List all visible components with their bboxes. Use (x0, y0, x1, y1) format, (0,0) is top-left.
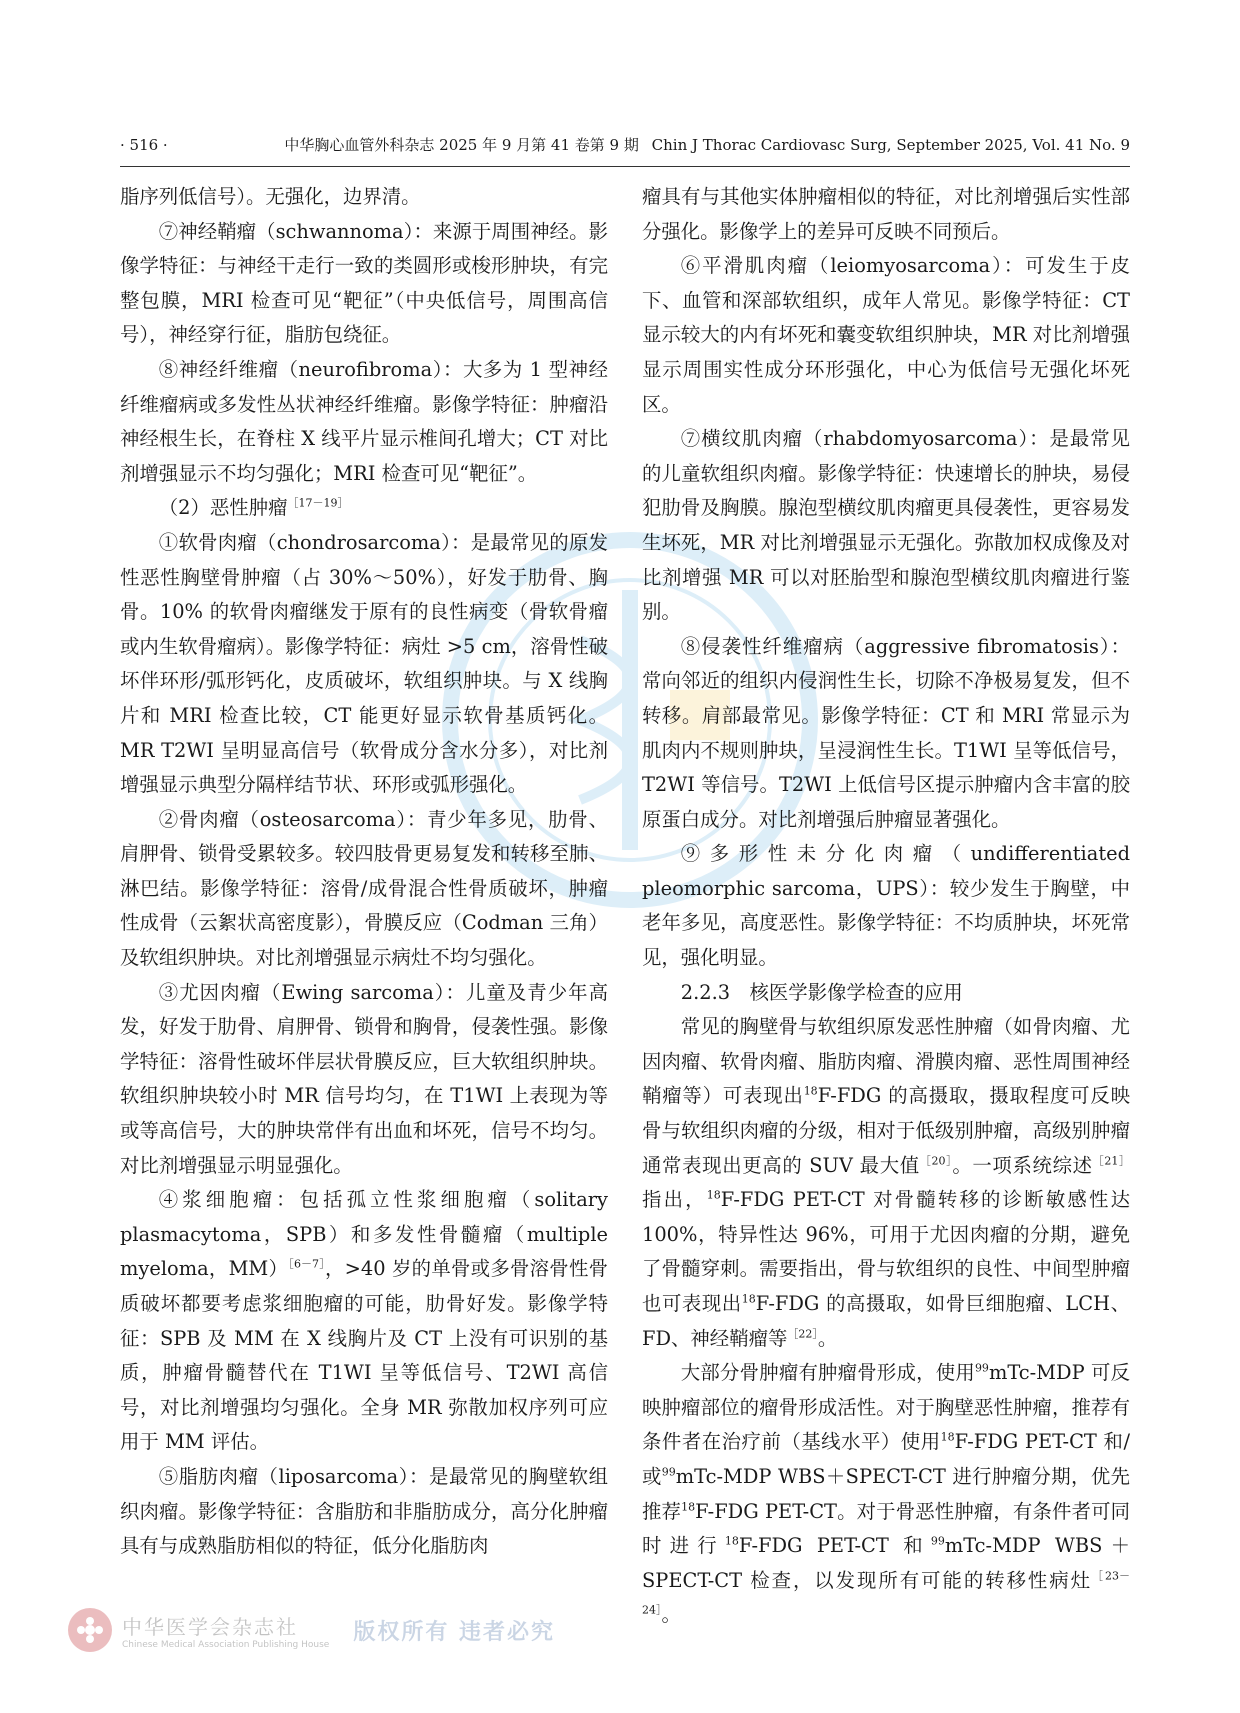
journal-cn: 中华胸心血管外科杂志 2025 年 9 月第 41 卷第 9 期 (284, 136, 639, 154)
text-run: 大部分骨肿瘤有肿瘤骨形成，使用 (680, 1361, 975, 1385)
text-run: 。 (661, 1603, 681, 1627)
subheading-text: （2）恶性肿瘤 (158, 496, 288, 520)
section-heading-2-2-3: 2.2.3 核医学影像学检查的应用 (680, 980, 963, 1004)
paragraph: 脂序列低信号）。无强化，边界清。 (120, 185, 421, 208)
flower-icon (75, 1615, 105, 1645)
paragraph-fdg-uptake (642, 1010, 1130, 1356)
text-run: F-FDG PET-CT。对于骨恶性肿瘤，有条件者可同时进行 (642, 1499, 1131, 1558)
superscript: 99 (930, 1534, 945, 1548)
text-run: mTc-MDP 可反映肿瘤部位的瘤骨形成活性。对于胸壁恶性肿瘤，推荐有条件者在治疗前（基线水平）使用 (642, 1361, 1130, 1454)
paragraph-chondrosarcoma: ①软骨肉瘤（chondrosarcoma）：是最常见的原发性恶性胸壁骨肿瘤（占 30%～50%），好发于肋骨、胸骨。10% 的软骨肉瘤继发于原有的良性病变（骨软骨瘤或内生软骨瘤病）。影像学特征：病灶 >5 cm，溶骨性破坏伴环形/弧形钙化，皮质破坏，软组织肿块。与 X 线胸片和 MRI 检查比较，CT 能更好显示软骨基质钙化。MR T2WI 呈明显高信号（软骨成分含水分多），对比剂增强显示典型分隔样结节状、环形或弧形强化。 (120, 530, 608, 797)
text-run: 指出， (642, 1188, 707, 1212)
journal-en: Chin J Thorac Cardiovasc Surg, September 2025, Vol. 41 No. 9 (651, 136, 1130, 154)
text-run: F-FDG PET-CT 和/或 (642, 1430, 1130, 1488)
publisher-names (122, 1611, 329, 1650)
flower-seal-icon (68, 1608, 112, 1652)
text-run: mTc-MDP WBS＋SPECT-CT 检查，以发现所有可能的转移性病灶 (642, 1534, 1130, 1592)
text-run: F-FDG PET-CT 对骨髓转移的诊断敏感性达 100%，特异性达 96%，可用于尤因肉瘤的分期，避免了骨髓穿刺。需要指出，骨与软组织的良性、中间型肿瘤也可表现出 (642, 1188, 1130, 1315)
publisher-cn: 中华医学会杂志社 (122, 1614, 298, 1639)
superscript: 99 (661, 1465, 676, 1479)
paragraph: 瘤具有与其他实体肿瘤相似的特征，对比剂增强后实性部分强化。影像学上的差异可反映不同预后。 (642, 185, 1130, 243)
text-run: F-FDG 的高摄取，如骨巨细胞瘤、LCH、FD、神经鞘瘤等 (642, 1292, 1130, 1350)
paragraph-mdp (642, 1356, 1130, 1633)
superscript: 18 (940, 1430, 955, 1444)
text-run: ，>40 岁的单骨或多骨溶骨性骨质破坏都要考虑浆细胞瘤的可能，肋骨好发。影像学特征：SPB 及 MM 在 X 线胸片及 CT 上没有可识别的基质，肿瘤骨髓替代在 T1WI 呈等低信号、T2WI 高信号，对比剂增强均匀强化。全身 MR 弥散加权序列可应用于 MM 评估。 (120, 1257, 608, 1454)
superscript: 18 (724, 1534, 739, 1548)
publisher-en: Chinese Medical Association Publishing House (122, 1639, 330, 1650)
superscript: 18 (741, 1292, 756, 1306)
publisher-logo (68, 1600, 555, 1660)
paragraph-leiomyosarcoma: ⑥平滑肌肉瘤（leiomyosarcoma）：可发生于皮下、血管和深部软组织，成年人常见。影像学特征：CT 显示较大的内有坏死和囊变软组织肿块，MR 对比剂增强显示周围实性成分环形强化，中心为低信号无强化坏死区。 (642, 254, 1130, 416)
superscript: 99 (974, 1361, 989, 1375)
page-number: · 516 · (120, 136, 168, 154)
paragraph-ups: ⑨多形性未分化肉瘤（undifferentiated pleomorphic sarcoma，UPS）：较少发生于胸壁，中老年多见，高度恶性。影像学特征：不均质肿块，坏死常见，强化明显。 (642, 842, 1130, 970)
citation: ［20］ (919, 1154, 953, 1168)
right-column (642, 180, 1130, 1633)
journal-citation (276, 130, 1130, 160)
citation: ［21］ (1092, 1154, 1131, 1168)
copyright-brand: 版权所有 违者必究 (353, 1618, 555, 1645)
text-run: 。 (817, 1326, 838, 1350)
paragraph-schwannoma: ⑦神经鞘瘤（schwannoma）：来源于周围神经。影像学特征：与神经干走行一致的类圆形或梭形肿块，有完整包膜，MRI 检查可见“靶征”（中央低信号，周围高信号），神经穿行征，脂肪包绕征。 (120, 219, 608, 347)
text-run: 。一项系统综述 (952, 1153, 1093, 1177)
superscript: 18 (706, 1188, 721, 1202)
header-rule (120, 166, 1130, 167)
paragraph-liposarcoma: ⑤脂肪肉瘤（liposarcoma）：是最常见的胸壁软组织肉瘤。影像学特征：含脂肪和非脂肪成分，高分化肿瘤具有与成熟脂肪相似的特征，低分化脂肪肉 (120, 1464, 608, 1558)
left-column (120, 180, 608, 1564)
paragraph-rhabdomyosarcoma: ⑦横纹肌肉瘤（rhabdomyosarcoma）：是最常见的儿童软组织肉瘤。影像学特征：快速增长的肿块，易侵犯肋骨及胸膜。腺泡型横纹肌肉瘤更具侵袭性，更容易发生坏死，MR 对比剂增强显示无强化。弥散加权成像及对比剂增强 MR 可以对胚胎型和腺泡型横纹肌肉瘤进行鉴别。 (642, 427, 1130, 624)
superscript: 18 (681, 1500, 696, 1514)
subheading-malignant-tumors (120, 491, 608, 526)
text-run: 常见的胸壁骨与软组织原发恶性肿瘤（如骨肉瘤、尤因肉瘤、软骨肉瘤、脂肪肉瘤、滑膜肉瘤、恶性周围神经鞘瘤等）可表现出 (642, 1015, 1130, 1108)
running-header (120, 130, 1130, 160)
paragraph-osteosarcoma: ②骨肉瘤（osteosarcoma）：青少年多见，肋骨、肩胛骨、锁骨受累较多。较四肢骨更易复发和转移至肺、淋巴结。影像学特征：溶骨/成骨混合性骨质破坏，肿瘤性成骨（云絮状高密度影），骨膜反应（Codman 三角）及软组织肿块。对比剂增强显示病灶不均匀强化。 (120, 807, 608, 970)
text-run: F-FDG 的高摄取，摄取程度可反映骨与软组织肉瘤的分级，相对于低级别肿瘤，高级别肿瘤通常表现出更高的 SUV 最大值 (642, 1084, 1130, 1177)
citation: ［23－24］ (642, 1569, 1131, 1617)
text-run: F-FDG PET-CT 和 (738, 1534, 931, 1558)
paragraph-aggressive-fibromatosis: ⑧侵袭性纤维瘤病（aggressive fibromatosis）：常向邻近的组织内侵润性生长，切除不净极易复发，但不转移。肩部最常见。影像学特征：CT 和 MRI 常显示为肌肉内不规则肿块，呈浸润性生长。T1WI 呈等低信号，T2WI 等信号。T2WI 上低信号区提示肿瘤内含丰富的胶原蛋白成分。对比剂增强后肿瘤显著强化。 (642, 634, 1130, 831)
citation: ［17－19］ (287, 496, 349, 510)
text-run: mTc-MDP WBS＋SPECT-CT 进行肿瘤分期，优先推荐 (642, 1464, 1131, 1523)
citation: ［22］ (787, 1327, 818, 1341)
paragraph-plasmacytoma (120, 1183, 608, 1460)
citation: ［6－7］ (288, 1257, 326, 1271)
paragraph-neurofibroma: ⑧神经纤维瘤（neurofibroma）：大多为 1 型神经纤维瘤病或多发性丛状神经纤维瘤。影像学特征：肿瘤沿神经根生长，在脊柱 X 线平片显示椎间孔增大；CT 对比剂增强显示不均匀强化；MRI 检查可见“靶征”。 (120, 357, 608, 485)
text-run: ④浆细胞瘤：包括孤立性浆细胞瘤（solitary plasmacytoma，SPB）和多发性骨髓瘤（multiple myeloma，MM） (120, 1188, 608, 1281)
superscript: 18 (803, 1084, 818, 1098)
paragraph-ewing-sarcoma: ③尤因肉瘤（Ewing sarcoma）：儿童及青少年高发，好发于肋骨、肩胛骨、锁骨和胸骨，侵袭性强。影像学特征：溶骨性破坏伴层状骨膜反应，巨大软组织肿块。软组织肿块较小时 MR 信号均匀，在 T1WI 上表现为等或等高信号，大的肿块常伴有出血和坏死，信号不均匀。对比剂增强显示明显强化。 (120, 980, 608, 1177)
